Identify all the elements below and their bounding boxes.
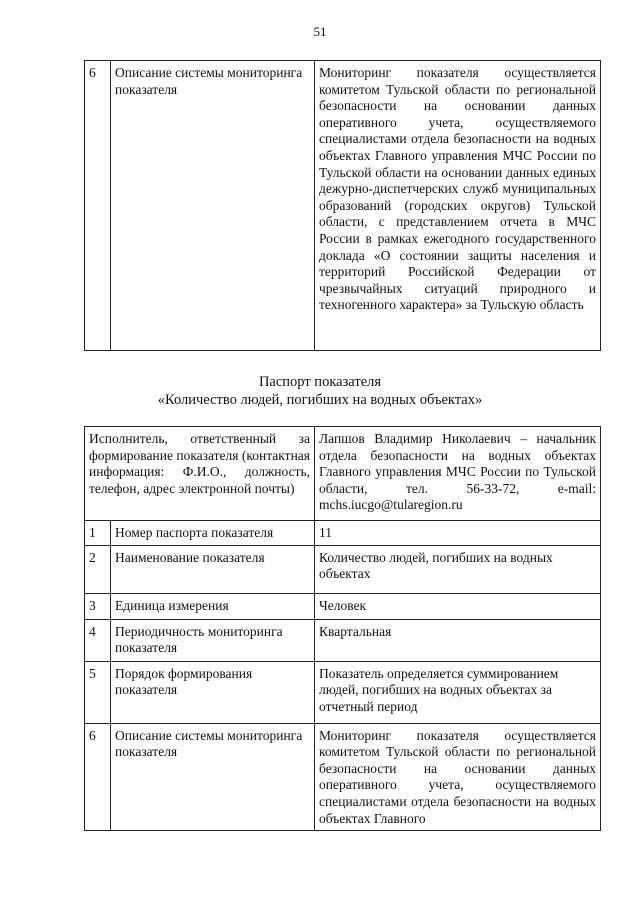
table-row [85,723,601,831]
table-row [85,661,601,723]
executor-value: Лапшов Владимир Николаевич – начальник отдела безопасности на водных объектах Главного управления МЧС России по Тульской области, тел. 56-33-72, e-mail: mchs.iucgo@tularegion.ru [315,427,601,521]
table-row [85,521,601,546]
row-number: 3 [85,593,111,619]
row-number: 6 [85,723,111,831]
row-value: Мониторинг показателя осуществляется комитетом Тульской области по региональной безопасности на основании данных оперативного учета, осуществляемого специалистами отдела безопасности на водных объектах Главного [315,723,601,831]
row-value: Квартальная [315,619,601,661]
table-row [85,61,601,351]
row-value: Мониторинг показателя осуществляется комитетом Тульской области по региональной безопасности на основании данных оперативного учета, осуществляемого специалистами отдела безопасности на водных объектах Главного управления МЧС России по Тульской области на основании данных единых дежурно-диспетчерских служб муниципальных образований (городских округов) Тульской области, с представлением отчета в МЧС России в рамках ежегодного государственного доклада «О состоянии защиты населения и территорий Российской Федерации от чрезвычайных ситуаций природного и техногенного характера» за Тульскую область [315,61,601,351]
executor-label: Исполнитель, ответственный за формирование показателя (контактная информация: Ф.И.О., должность, телефон, адрес электронной почты) [85,427,315,521]
table-row [85,427,601,521]
table-row [85,545,601,593]
indicator-table-continued [84,60,601,351]
row-label: Единица измерения [111,593,315,619]
row-number: 6 [85,61,111,351]
page-number: 51 [313,24,327,39]
row-label: Номер паспорта показателя [111,521,315,546]
row-label: Периодичность мониторинга показателя [111,619,315,661]
passport-title: Паспорт показателя [258,374,382,390]
row-number: 2 [85,545,111,593]
table-row [85,593,601,619]
row-value: Количество людей, погибших на водных объектах [315,545,601,593]
passport-table [84,426,601,831]
row-label: Описание системы мониторинга показателя [111,61,315,351]
row-label: Описание системы мониторинга показателя [111,723,315,831]
row-value: Показатель определяется суммированием людей, погибших на водных объектах за отчетный период [315,661,601,723]
row-number: 1 [85,521,111,546]
row-label: Наименование показателя [111,545,315,593]
passport-subtitle: «Количество людей, погибших на водных объектах» [157,392,483,408]
row-label: Порядок формирования показателя [111,661,315,723]
row-number: 5 [85,661,111,723]
row-value: Человек [315,593,601,619]
table-row [85,619,601,661]
row-number: 4 [85,619,111,661]
row-value: 11 [315,521,601,546]
